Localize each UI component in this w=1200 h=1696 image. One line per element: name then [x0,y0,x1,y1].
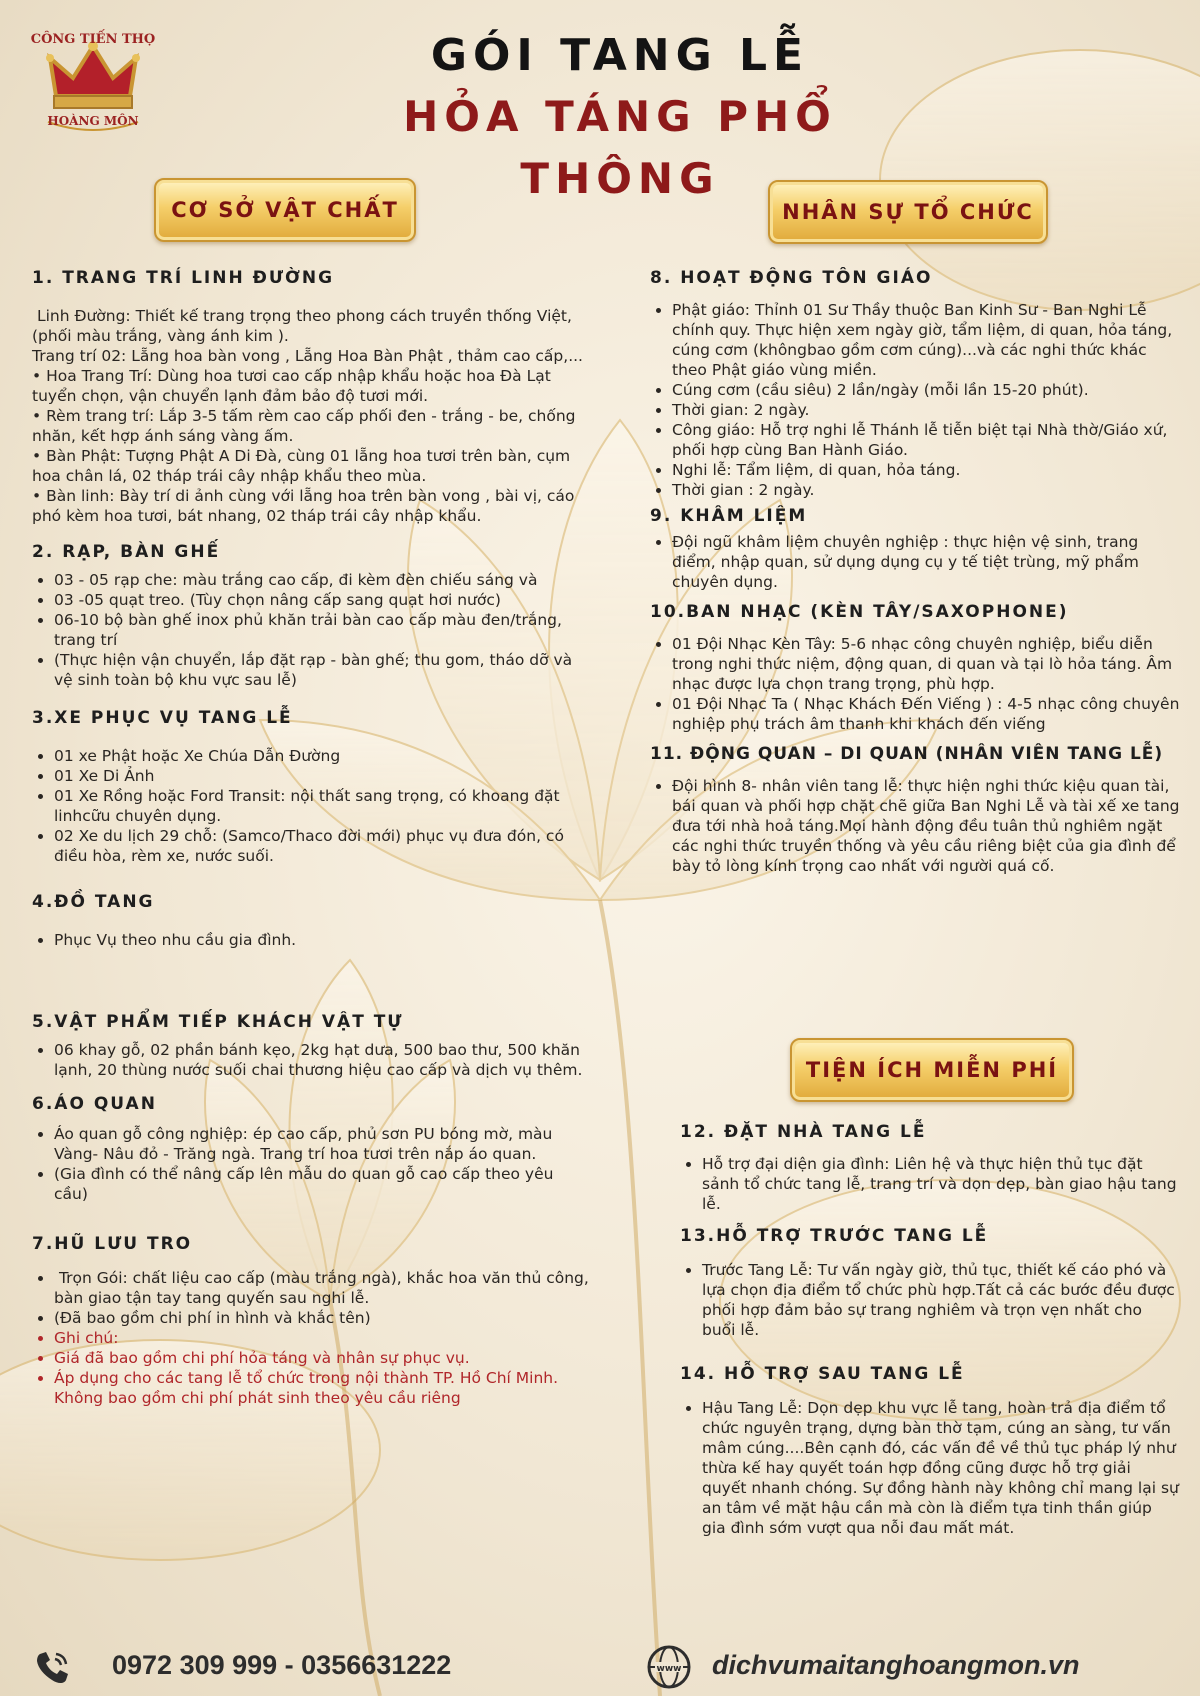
list-item: • Thời gian: 2 ngày. [672,400,1182,420]
s14-list [680,1398,1180,1538]
list-item: • Thời gian : 2 ngày. [672,480,1182,500]
section-14-heading: 14. HỖ TRỢ SAU TANG LỄ [680,1364,965,1384]
list-item: • 03 - 05 rạp che: màu trắng cao cấp, đi kèm đèn chiếu sáng và [54,570,592,590]
right-column [650,268,1182,876]
section-6-heading: 6.ÁO QUAN [32,1094,157,1114]
title-line-2: HỎA TÁNG PHỔ THÔNG [403,92,837,203]
website-link[interactable]: dichvumaitanghoangmon.vn [712,1650,1080,1680]
right-column-free [680,1122,1180,1538]
list-item: • Nghi lễ: Tẩm liệm, di quan, hỏa táng. [672,460,1182,480]
section-1-heading: 1. TRANG TRÍ LINH ĐƯỜNG [32,268,335,288]
section-9-heading: 9. KHÂM LIỆM [650,506,808,526]
list-item: • Cúng cơm (cầu siêu) 2 lần/ngày (mỗi lần 15-20 phút). [672,380,1182,400]
note-item: • Áp dụng cho các tang lễ tổ chức trong nội thành TP. Hồ Chí Minh. Không bao gồm chi phí phát sinh theo yêu cầu riêng [54,1368,592,1408]
banner-right-label: NHÂN SỰ TỔ CHỨC [782,200,1034,224]
list-item: • 01 xe Phật hoặc Xe Chúa Dẫn Đường [54,746,592,766]
globe-icon [646,1644,692,1690]
list-item: • 01 Xe Di Ảnh [54,766,592,786]
logo-bottom-text: HOÀNG MÔN [47,114,139,128]
s6-list [32,1124,592,1204]
section-5-heading: 5.VẬT PHẨM TIẾP KHÁCH VẬT TỰ [32,1012,404,1032]
list-item: • 01 Đội Nhạc Ta ( Nhạc Khách Đến Viếng ) : 4-5 nhạc công chuyên nghiệp phụ trách âm thanh khi khách đến viếng [672,694,1182,734]
s2-list [32,570,592,690]
banner-co-so-vat-chat [154,178,416,242]
section-2-heading: 2. RẠP, BÀN GHẾ [32,542,221,562]
list-item: • 06-10 bộ bàn ghế inox phủ khăn trải bàn cao cấp màu đen/trắng, trang trí [54,610,592,650]
list-item: • (Thực hiện vận chuyển, lắp đặt rạp - bàn ghế; thu gom, tháo dỡ và vệ sinh toàn bộ khu vực sau lễ) [54,650,592,690]
banner-left-label: CƠ SỞ VẬT CHẤT [171,198,399,222]
list-item: • Hỗ trợ đại diện gia đình: Liên hệ và thực hiện thủ tục đặt sảnh tổ chức tang lễ, trang trí và dọn dẹp, bàn giao hậu tang lễ. [702,1154,1180,1214]
section-12-heading: 12. ĐẶT NHÀ TANG LỄ [680,1122,927,1142]
section-7-heading: 7.HŨ LƯU TRO [32,1234,193,1254]
s5-list [32,1040,592,1080]
list-item: • Đội ngũ khâm liệm chuyên nghiệp : thực hiện vệ sinh, trang điểm, nhập quan, sử dụng dụng cụ y tế tiệt trùng, mỹ phẩm chuyên dụng. [672,532,1182,592]
list-item: • 01 Xe Rồng hoặc Ford Transit: nội thất sang trọng, có khoang đặt linhcữu chuyên dụng. [54,786,592,826]
phone-icon [32,1648,72,1688]
s12-list [680,1154,1180,1214]
brand-logo [18,18,168,148]
list-item: • Đội hình 8- nhân viên tang lễ: thực hiện nghi thức kiệu quan tài, bái quan và phối hợp chặt chẽ giữa Ban Nghi Lễ và tài xế xe tang đưa tới nhà hoả táng.Mọi hành động đều tuân thủ nghiêm ngặt các nghi thức truyền thống và yêu cầu riêng biệt của gia đình để bày tỏ lòng kính trọng cao nhất với người quá cố. [672,776,1182,876]
section-11-heading: 11. ĐỘNG QUAN – DI QUAN (NHÂN VIÊN TANG LỄ) [650,744,1164,764]
s1-line-4: • Rèm trang trí: Lắp 3-5 tấm rèm cao cấp phối đen - trắng - be, chống nhăn, kết hợp ánh sáng vàng ấm. [32,407,576,445]
s4-list [32,930,592,950]
section-10-heading: 10.BAN NHẠC (KÈN TÂY/SAXOPHONE) [650,602,1069,622]
list-item: • (Gia đình có thể nâng cấp lên mẫu do quan gỗ cao cấp theo yêu cầu) [54,1164,592,1204]
s10-list [650,634,1182,734]
title-line-1: GÓI TANG LỄ [430,30,810,81]
banner-free-label: TIỆN ÍCH MIỄN PHÍ [805,1058,1059,1082]
s1-line-1: Linh Đường: Thiết kế trang trọng theo phong cách truyền thống Việt, (phối màu trắng, vàng ánh kim ). [32,307,577,345]
list-item: • Phục Vụ theo nhu cầu gia đình. [54,930,592,950]
list-item: • Trọn Gói: chất liệu cao cấp (màu trắng ngà), khắc hoa văn thủ công, bàn giao tận tay tang quyến sau nghi lễ. [54,1268,592,1308]
section-4-heading: 4.ĐỒ TANG [32,892,155,912]
section-3-heading: 3.XE PHỤC VỤ TANG LỄ [32,708,293,728]
s13-list [680,1260,1180,1340]
logo-top-text: CÔNG TIẾN THỌ [30,32,156,47]
s7-list [32,1268,592,1408]
list-item: • Hậu Tang Lễ: Dọn dẹp khu vực lễ tang, hoàn trả địa điểm tổ chức nguyên trạng, dựng bàn thờ tạm, cúng an sàng, tư vấn mâm cúng....Bên cạnh đó, các vấn đề về thủ tục pháp lý như thừa kế hay quyết toán hợp đồng cũng được hỗ trợ giải quyết nhanh chóng. Sự đồng hành này không chỉ mang lại sự an tâm về mặt hậu cần mà còn là điểm tựa tinh thần giúp gia đình sớm vượt qua nỗi đau mất mát. [702,1398,1180,1538]
list-item: • Phật giáo: Thỉnh 01 Sư Thầy thuộc Ban Kinh Sư - Ban Nghi Lễ chính quy. Thực hiện xem ngày giờ, tẩm liệm, di quan, hỏa táng, cúng cơm (khôngbao gồm cơm cúng)...và các nghi thức khác theo Phật giáo vùng miền. [672,300,1182,380]
footer [0,1640,1200,1696]
list-item: • 02 Xe du lịch 29 chỗ: (Samco/Thaco đời mới) phục vụ đưa đón, có điều hòa, rèm xe, nước suối. [54,826,592,866]
list-item: • (Đã bao gồm chi phí in hình và khắc tên) [54,1308,592,1328]
phone-number[interactable]: 0972 309 999 - 0356631222 [112,1650,452,1680]
s1-line-6: • Bàn linh: Bày trí di ảnh cùng với lẵng hoa trên bàn vong , bài vị, cáo phó kèm hoa tươi, bát nhang, 02 tháp trái cây nhập khẩu. [32,487,575,525]
s1-line-3: • Hoa Trang Trí: Dùng hoa tươi cao cấp nhập khẩu hoặc hoa Đà Lạt tuyển chọn, vận chuyển lạnh đảm bảo độ tươi mới. [32,367,551,405]
list-item: • Áo quan gỗ công nghiệp: ép cao cấp, phủ sơn PU bóng mờ, màu Vàng- Nâu đỏ - Trăng ngà. Trang trí hoa tươi trên nắp áo quan. [54,1124,592,1164]
section-8-heading: 8. HOẠT ĐỘNG TÔN GIÁO [650,268,933,288]
s11-list [650,776,1182,876]
note-label: • Ghi chú: [54,1328,592,1348]
s1-line-2: Trang trí 02: Lẵng hoa bàn vong , Lẵng Hoa Bàn Phật , thảm cao cấp,... [32,347,583,365]
banner-tien-ich-mien-phi [790,1038,1074,1102]
list-item: • 01 Đội Nhạc Kèn Tây: 5-6 nhạc công chuyên nghiệp, biểu diễn trong nghi thức niệm, động quan, di quan và tại lò hỏa táng. Âm nhạc được lựa chọn trang trọng, phù hợp. [672,634,1182,694]
list-item: • Công giáo: Hỗ trợ nghi lễ Thánh lễ tiễn biệt tại Nhà thờ/Giáo xứ, phối hợp cùng Ban Hành Giáo. [672,420,1182,460]
banner-nhan-su-to-chuc [768,180,1048,244]
left-column [32,268,592,1408]
globe-label: www [656,1664,682,1674]
s3-list [32,746,592,866]
list-item: • 06 khay gỗ, 02 phần bánh kẹo, 2kg hạt dưa, 500 bao thư, 500 khăn lạnh, 20 thùng nước suối chai thương hiệu cao cấp và dịch vụ thêm. [54,1040,592,1080]
note-item: • Giá đã bao gồm chi phí hỏa táng và nhân sự phục vụ. [54,1348,592,1368]
list-item: • 03 -05 quạt treo. (Tùy chọn nâng cấp sang quạt hơi nước) [54,590,592,610]
s9-list [650,532,1182,592]
s1-line-5: • Bàn Phật: Tượng Phật A Di Đà, cùng 01 lẵng hoa tươi trên bàn, cụm hoa chân lá, 02 tháp trái cây nhập khẩu theo mùa. [32,447,571,485]
list-item: • Trước Tang Lễ: Tư vấn ngày giờ, thủ tục, thiết kế cáo phó và lựa chọn địa điểm tổ chức phù hợp.Tất cả các bước đều được phối hợp đảm bảo sự trang nghiêm và trọn vẹn nhất cho buổi lễ. [702,1260,1180,1340]
s8-list [650,300,1182,500]
section-13-heading: 13.HỖ TRỢ TRƯỚC TANG LỄ [680,1226,989,1246]
